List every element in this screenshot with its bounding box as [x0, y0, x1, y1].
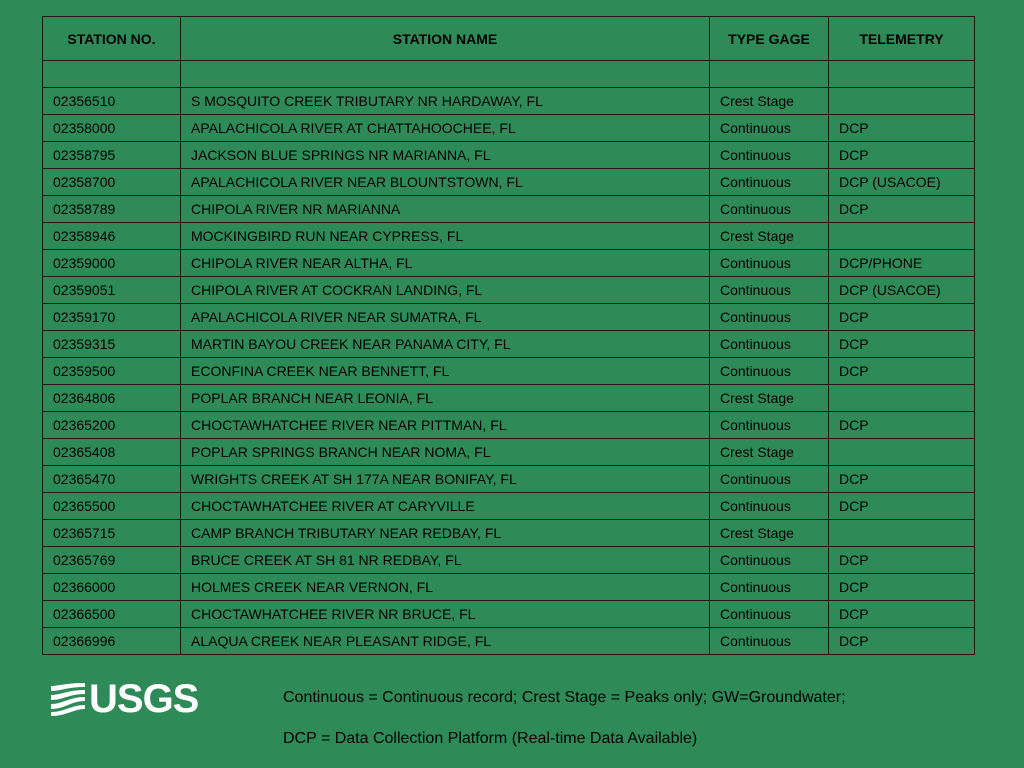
station-no-cell: 02359315: [43, 331, 181, 358]
telemetry-cell: DCP: [829, 466, 975, 493]
station-name-cell: BRUCE CREEK AT SH 81 NR REDBAY, FL: [181, 547, 710, 574]
type-gage-cell: Continuous: [710, 547, 829, 574]
type-gage-cell: Continuous: [710, 277, 829, 304]
table-row: [43, 493, 975, 520]
table-row: [43, 304, 975, 331]
legend-line-2: DCP = Data Collection Platform (Real-time Data Available): [283, 730, 698, 747]
type-gage-cell: Continuous: [710, 574, 829, 601]
station-name-cell: JACKSON BLUE SPRINGS NR MARIANNA, FL: [181, 142, 710, 169]
station-name-cell: ALAQUA CREEK NEAR PLEASANT RIDGE, FL: [181, 628, 710, 655]
type-gage-cell: Continuous: [710, 304, 829, 331]
telemetry-cell: DCP: [829, 574, 975, 601]
station-no-cell: 02365470: [43, 466, 181, 493]
telemetry-cell: [829, 439, 975, 466]
station-name-cell: CHOCTAWHATCHEE RIVER NR BRUCE, FL: [181, 601, 710, 628]
station-no-cell: 02366996: [43, 628, 181, 655]
telemetry-cell: DCP: [829, 547, 975, 574]
table-row: [43, 385, 975, 412]
station-no-cell: 02358946: [43, 223, 181, 250]
usgs-logo: [51, 677, 199, 721]
station-no-cell: 02365500: [43, 493, 181, 520]
blank-cell: [710, 61, 829, 88]
usgs-logo-text: USGS: [89, 677, 199, 721]
table-row: [43, 223, 975, 250]
station-name-cell: POPLAR BRANCH NEAR LEONIA, FL: [181, 385, 710, 412]
type-gage-cell: Continuous: [710, 169, 829, 196]
type-gage-cell: Continuous: [710, 628, 829, 655]
table-row: [43, 88, 975, 115]
station-no-cell: 02365200: [43, 412, 181, 439]
type-gage-cell: Continuous: [710, 493, 829, 520]
station-name-cell: ECONFINA CREEK NEAR BENNETT, FL: [181, 358, 710, 385]
type-gage-cell: Continuous: [710, 250, 829, 277]
telemetry-cell: [829, 88, 975, 115]
station-no-cell: 02359170: [43, 304, 181, 331]
telemetry-cell: [829, 223, 975, 250]
telemetry-cell: DCP: [829, 412, 975, 439]
station-name-cell: CHOCTAWHATCHEE RIVER AT CARYVILLE: [181, 493, 710, 520]
telemetry-cell: DCP: [829, 601, 975, 628]
telemetry-cell: DCP: [829, 628, 975, 655]
station-name-cell: APALACHICOLA RIVER NEAR SUMATRA, FL: [181, 304, 710, 331]
type-gage-cell: Crest Stage: [710, 385, 829, 412]
table-row: [43, 142, 975, 169]
station-name-cell: WRIGHTS CREEK AT SH 177A NEAR BONIFAY, FL: [181, 466, 710, 493]
station-name-cell: POPLAR SPRINGS BRANCH NEAR NOMA, FL: [181, 439, 710, 466]
telemetry-cell: DCP: [829, 331, 975, 358]
legend-line-1: Continuous = Continuous record; Crest Stage = Peaks only; GW=Groundwater;: [283, 689, 846, 706]
station-no-cell: 02358789: [43, 196, 181, 223]
table-row: [43, 574, 975, 601]
station-no-cell: 02359500: [43, 358, 181, 385]
type-gage-cell: Continuous: [710, 412, 829, 439]
telemetry-cell: DCP (USACOE): [829, 277, 975, 304]
blank-row: [43, 61, 975, 88]
type-gage-cell: Continuous: [710, 466, 829, 493]
telemetry-cell: DCP: [829, 196, 975, 223]
station-name-cell: MARTIN BAYOU CREEK NEAR PANAMA CITY, FL: [181, 331, 710, 358]
header-type-gage: TYPE GAGE: [710, 17, 829, 61]
telemetry-cell: DCP/PHONE: [829, 250, 975, 277]
header-station-no: STATION NO.: [43, 17, 181, 61]
table-row: [43, 331, 975, 358]
type-gage-cell: Continuous: [710, 115, 829, 142]
header-telemetry: TELEMETRY: [829, 17, 975, 61]
blank-cell: [181, 61, 710, 88]
table-row: [43, 547, 975, 574]
table-row: [43, 520, 975, 547]
type-gage-cell: Continuous: [710, 196, 829, 223]
station-table: [42, 16, 975, 655]
telemetry-cell: DCP: [829, 142, 975, 169]
type-gage-cell: Crest Stage: [710, 520, 829, 547]
station-name-cell: S MOSQUITO CREEK TRIBUTARY NR HARDAWAY, FL: [181, 88, 710, 115]
type-gage-cell: Continuous: [710, 601, 829, 628]
table-row: [43, 601, 975, 628]
station-no-cell: 02366000: [43, 574, 181, 601]
telemetry-cell: DCP: [829, 115, 975, 142]
telemetry-cell: DCP: [829, 304, 975, 331]
table-row: [43, 412, 975, 439]
type-gage-cell: Crest Stage: [710, 439, 829, 466]
station-name-cell: MOCKINGBIRD RUN NEAR CYPRESS, FL: [181, 223, 710, 250]
header-station-name: STATION NAME: [181, 17, 710, 61]
telemetry-cell: [829, 520, 975, 547]
table-row: [43, 115, 975, 142]
type-gage-cell: Continuous: [710, 142, 829, 169]
type-gage-cell: Crest Stage: [710, 88, 829, 115]
station-no-cell: 02359000: [43, 250, 181, 277]
table-row: [43, 169, 975, 196]
station-name-cell: CHIPOLA RIVER NR MARIANNA: [181, 196, 710, 223]
station-name-cell: CAMP BRANCH TRIBUTARY NEAR REDBAY, FL: [181, 520, 710, 547]
blank-cell: [829, 61, 975, 88]
usgs-wave-icon: [51, 682, 85, 716]
table-row: [43, 628, 975, 655]
station-name-cell: CHIPOLA RIVER NEAR ALTHA, FL: [181, 250, 710, 277]
table-row: [43, 358, 975, 385]
telemetry-cell: DCP: [829, 493, 975, 520]
station-name-cell: APALACHICOLA RIVER NEAR BLOUNTSTOWN, FL: [181, 169, 710, 196]
table-body: [43, 61, 975, 655]
station-no-cell: 02356510: [43, 88, 181, 115]
station-no-cell: 02358000: [43, 115, 181, 142]
station-no-cell: 02365769: [43, 547, 181, 574]
station-no-cell: 02365408: [43, 439, 181, 466]
station-name-cell: HOLMES CREEK NEAR VERNON, FL: [181, 574, 710, 601]
station-name-cell: APALACHICOLA RIVER AT CHATTAHOOCHEE, FL: [181, 115, 710, 142]
telemetry-cell: DCP: [829, 358, 975, 385]
station-no-cell: 02365715: [43, 520, 181, 547]
table-row: [43, 439, 975, 466]
table-row: [43, 196, 975, 223]
type-gage-cell: Continuous: [710, 358, 829, 385]
station-no-cell: 02359051: [43, 277, 181, 304]
station-name-cell: CHOCTAWHATCHEE RIVER NEAR PITTMAN, FL: [181, 412, 710, 439]
table-row: [43, 277, 975, 304]
table-row: [43, 250, 975, 277]
telemetry-cell: [829, 385, 975, 412]
telemetry-cell: DCP (USACOE): [829, 169, 975, 196]
type-gage-cell: Continuous: [710, 331, 829, 358]
station-no-cell: 02358795: [43, 142, 181, 169]
blank-cell: [43, 61, 181, 88]
type-gage-cell: Crest Stage: [710, 223, 829, 250]
station-no-cell: 02358700: [43, 169, 181, 196]
station-no-cell: 02366500: [43, 601, 181, 628]
table-row: [43, 466, 975, 493]
station-no-cell: 02364806: [43, 385, 181, 412]
station-name-cell: CHIPOLA RIVER AT COCKRAN LANDING, FL: [181, 277, 710, 304]
header-row: [43, 17, 975, 61]
